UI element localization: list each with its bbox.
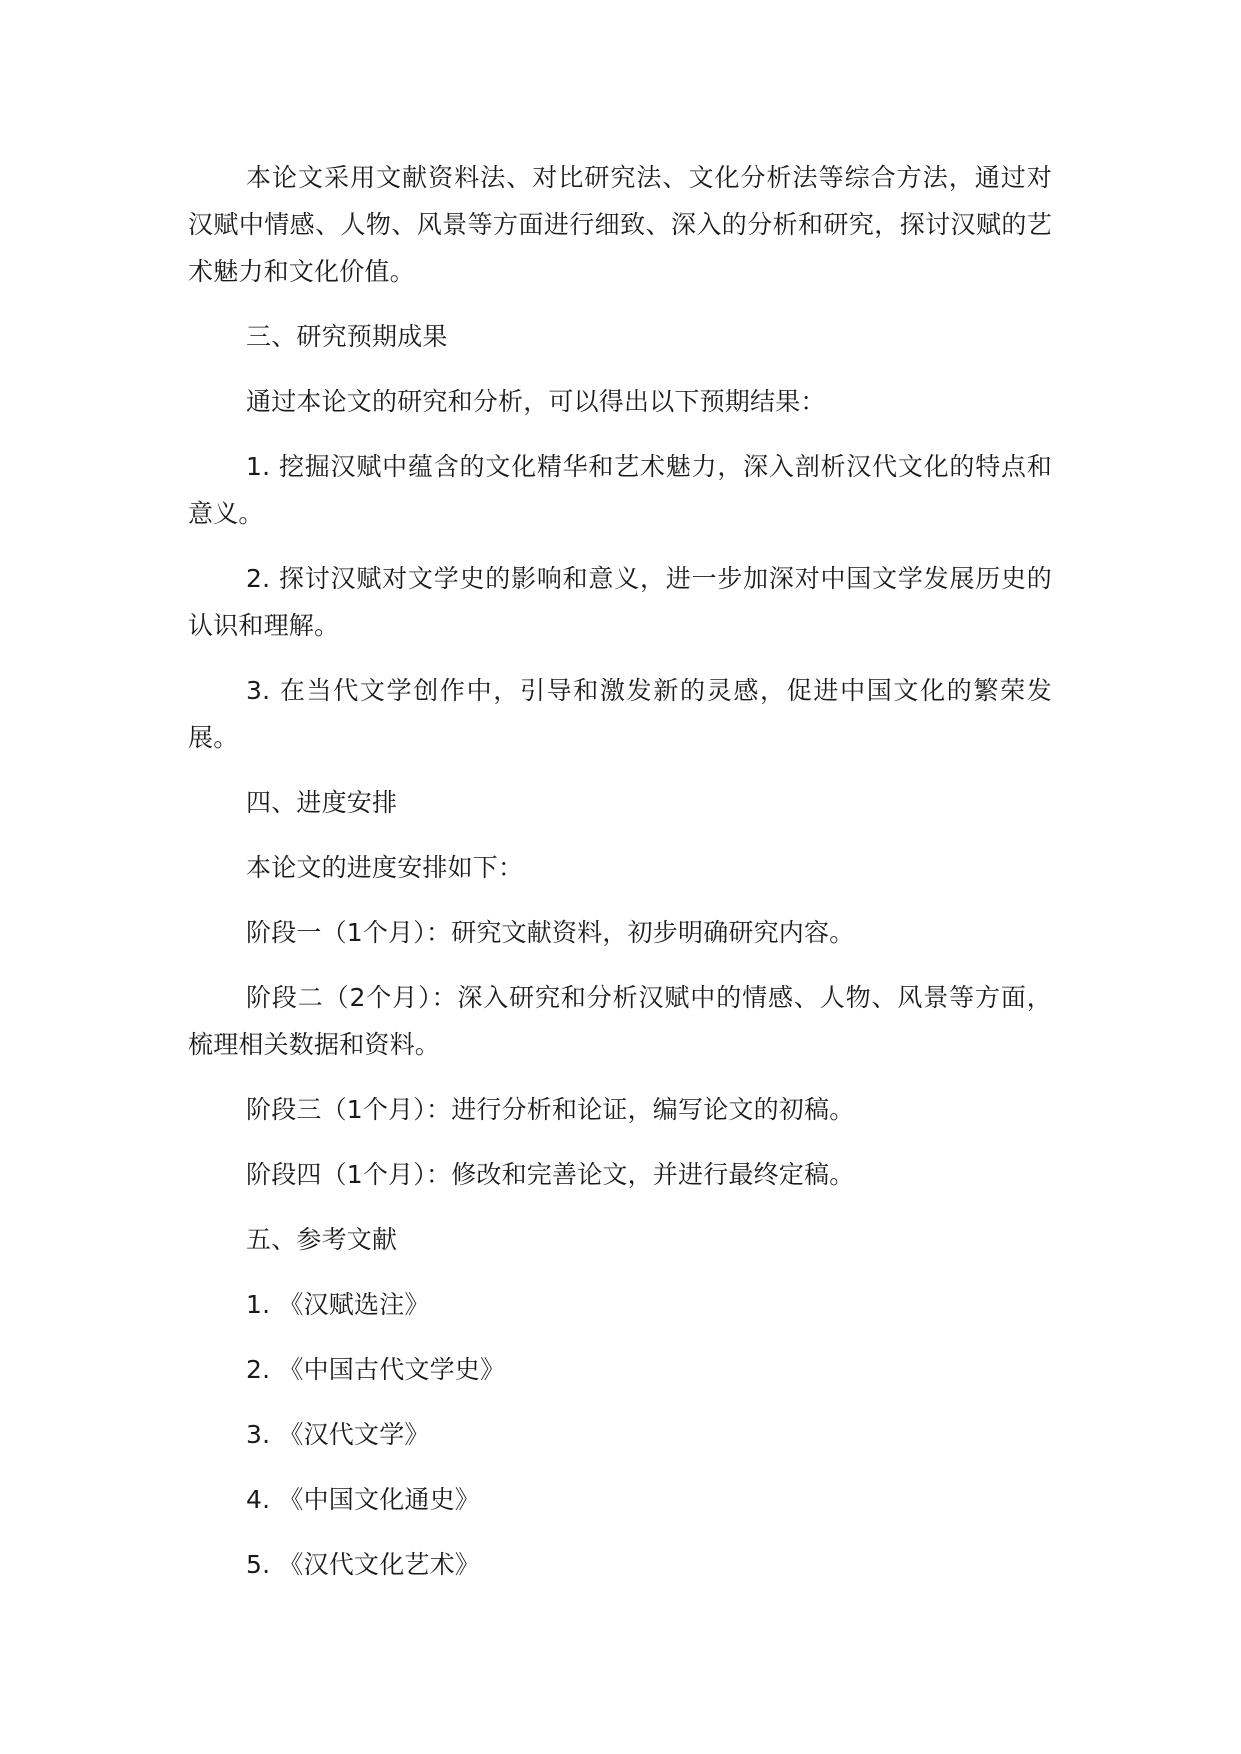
schedule-stage-4: 阶段四（1个月）：修改和完善论文，并进行最终定稿。 [246, 1160, 855, 1189]
paragraph-schedule-intro: 本论文的进度安排如下： [246, 853, 524, 882]
result-item-2: 2. 探讨汉赋对文学史的影响和意义，进一步加深对中国文学发展历史的认识和理解。 [188, 564, 1052, 640]
result-item-1: 1. 挖掘汉赋中蕴含的文化精华和艺术魅力，深入剖析汉代文化的特点和意义。 [188, 452, 1052, 528]
schedule-stage-1: 阶段一（1个月）：研究文献资料，初步明确研究内容。 [246, 918, 855, 947]
schedule-stage-2: 阶段二（2个月）：深入研究和分析汉赋中的情感、人物、风景等方面，梳理相关数据和资料。 [188, 983, 1052, 1059]
reference-item-4: 4. 《中国文化通史》 [246, 1485, 481, 1514]
reference-item-5: 5. 《汉代文化艺术》 [246, 1550, 481, 1579]
result-item-3: 3. 在当代文学创作中，引导和激发新的灵感，促进中国文化的繁荣发展。 [188, 676, 1052, 752]
reference-item-3: 3. 《汉代文学》 [246, 1420, 430, 1449]
paragraph-results-intro: 通过本论文的研究和分析，可以得出以下预期结果： [246, 387, 826, 416]
heading-references: 五、参考文献 [246, 1225, 398, 1254]
schedule-stage-3: 阶段三（1个月）：进行分析和论证，编写论文的初稿。 [246, 1095, 855, 1124]
reference-item-1: 1. 《汉赋选注》 [246, 1290, 430, 1319]
paragraph-methods: 本论文采用文献资料法、对比研究法、文化分析法等综合方法，通过对汉赋中情感、人物、风景等方面进行细致、深入的分析和研究，探讨汉赋的艺术魅力和文化价值。 [188, 163, 1052, 286]
reference-item-2: 2. 《中国古代文学史》 [246, 1355, 506, 1384]
heading-schedule: 四、进度安排 [246, 788, 398, 817]
document-page [188, 154, 1052, 1588]
heading-expected-results: 三、研究预期成果 [246, 322, 448, 351]
